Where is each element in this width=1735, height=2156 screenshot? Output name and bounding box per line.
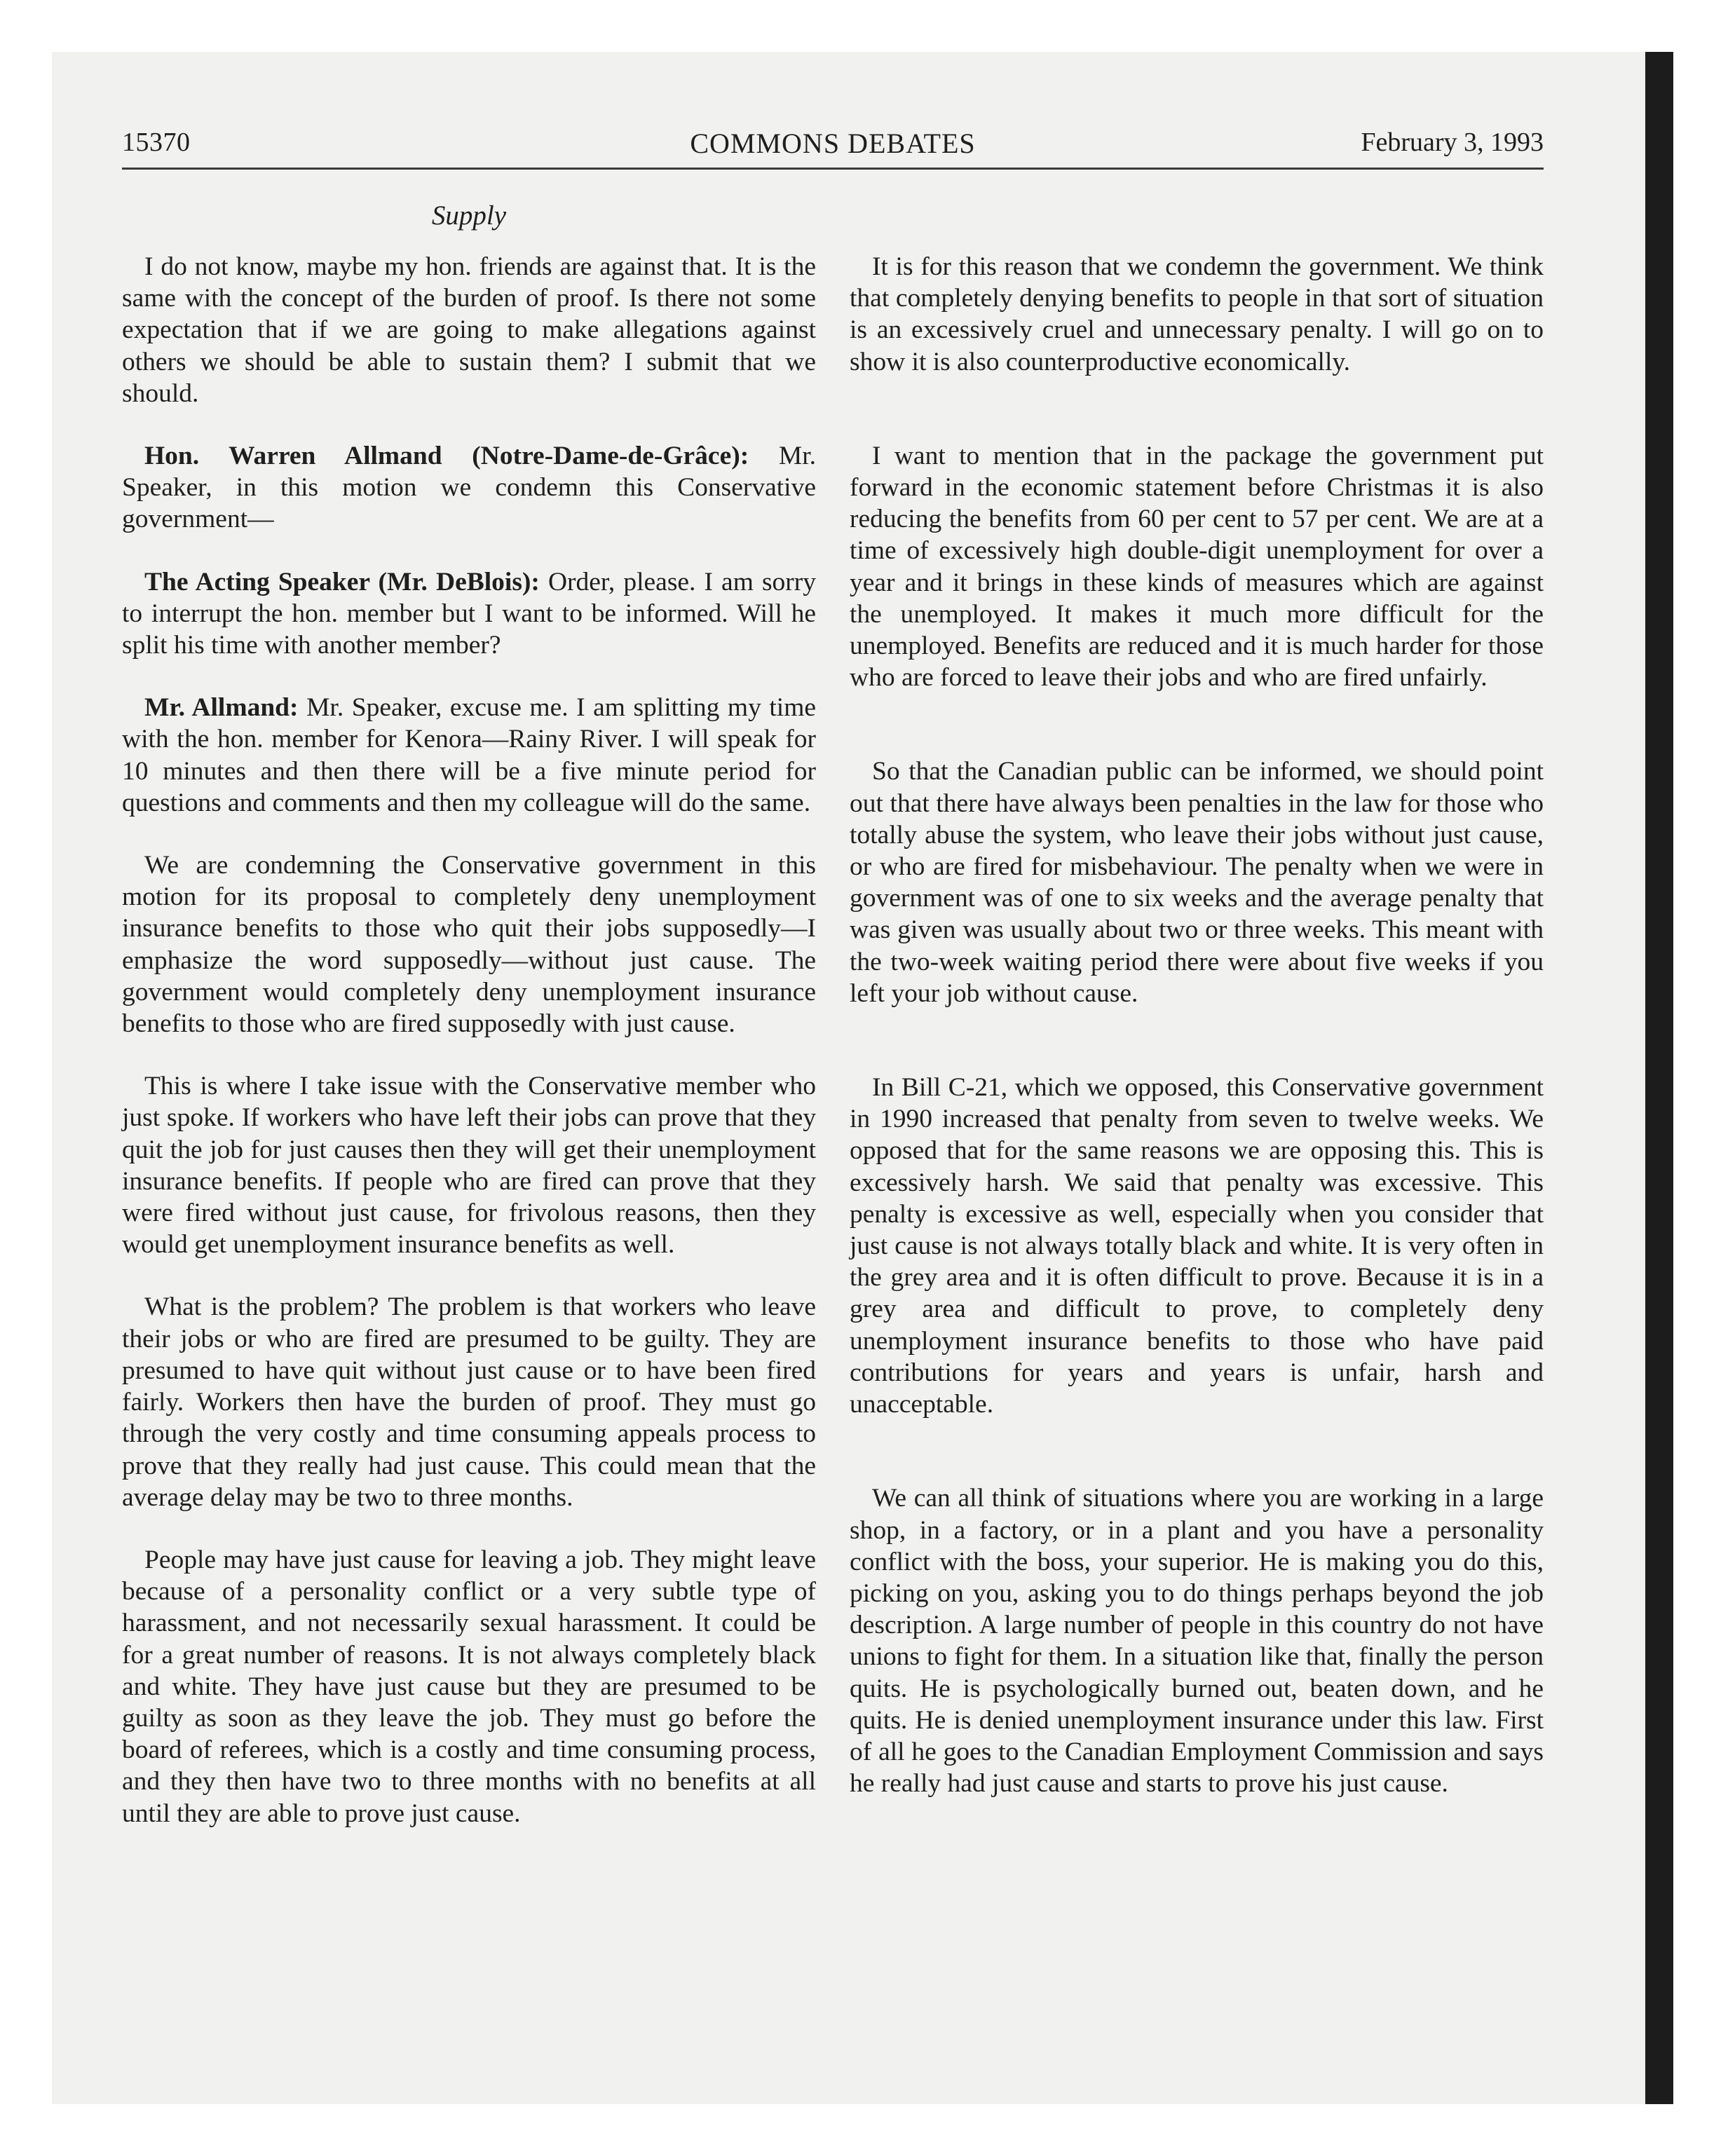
paragraph <box>122 440 816 535</box>
paragraph-text: We are condemning the Conservative government in this motion for its proposal to completely deny unemployment insurance benefits to those who quit their jobs supposedly—I emphasize the word supposedly—without just cause. The government would completely deny unemployment insurance benefits to those who are fired supposedly with just cause. <box>122 851 816 1039</box>
header-rule <box>122 168 1544 170</box>
speaker-name: Hon. Warren Allmand (Notre-Dame-de-Grâce): <box>144 442 749 471</box>
paragraph <box>122 850 816 1039</box>
page-number: 15370 <box>122 128 191 157</box>
paragraph-text: Mr. Speaker, excuse me. I am splitting my time with the hon. member for Kenora—Rainy River. I will speak for 10 minutes and then there will be a five minute period for questions and comments and then my colleague will do the same. <box>122 693 817 817</box>
paragraph <box>122 1070 816 1260</box>
paragraph <box>122 1291 816 1513</box>
paragraph-text: What is the problem? The problem is that workers who leave their jobs or who are fired are presumed to be guilty. They are presumed to have quit without just cause or to have been fired fairly. Workers then have the burden of proof. They must go through the very costly and time consuming appeals process to prove that they really had just cause. This could mean that the average delay may be two to three months. <box>122 1292 816 1512</box>
paragraph-text: Mr. Speaker, in this motion we condemn this Conservative government— <box>122 442 816 534</box>
paragraph: So that the Canadian public can be informed, we should point out that there have always been penalties in the law for those who totally abuse the system, who leave their jobs without just cause, or who are fired for misbehaviour. The penalty when we were in government was of one to six weeks and the average penalty that was given was usually about two or three weeks. This meant with the two-week waiting period there were about five weeks if you left your job without cause. <box>850 757 1544 1008</box>
paragraph: It is for this reason that we condemn the government. We think that completely denying benefits to people in that sort of situation is an excessively cruel and unnecessary penalty. I will go on to show it is also counterproductive economically. <box>850 252 1544 376</box>
running-title: COMMONS DEBATES <box>690 128 976 159</box>
left-column <box>122 251 816 1860</box>
paragraph: We can all think of situations where you are working in a large shop, in a factory, or in a plant and you have a personality conflict with the boss, your superior. He is making you do this, picking on you, asking you to do things perhaps beyond the job description. A large number of people in this country do not have unions to fight for them. In a situation like that, finally the person quits. He is psychologically burned out, beaten down, and he quits. He is denied unemployment insurance under this law. First of all he goes to the Canadian Employment Commission and says he really had just cause and starts to prove his just cause. <box>850 1484 1544 1799</box>
paragraph-text: People may have just cause for leaving a job. They might leave because of a personality conflict or a very subtle type of harassment, and not necessarily sexual harassment. It could be for a great number of reasons. It is not always completely black and white. They have just cause but they are presumed to be guilty as soon as they leave the job. They must go before the board of referees, which is a costly and time consuming process, and they then have two to three months with no benefits at all until they are able to prove just cause. <box>122 1545 816 1828</box>
paragraph <box>122 566 816 662</box>
scan-border <box>1645 52 1673 2104</box>
paragraph: In Bill C-21, which we opposed, this Conservative government in 1990 increased that penalty from seven to twelve weeks. We opposed that for the same reasons we are opposing this. This is excessively harsh. We said that penalty was excessive. This penalty is excessive as well, especially when you consider that just cause is not always totally black and white. It is very often in the grey area and it is often difficult to prove. Because it is in a grey area and difficult to prove, to completely deny unemployment insurance benefits to those who have paid contributions for years and years is unfair, harsh and unacceptable. <box>850 1073 1544 1419</box>
paragraph-text: I do not know, maybe my hon. friends are against that. It is the same with the concept of the burden of proof. Is there not some expectation that if we are going to make allegations against others we should be able to sustain them? I submit that we should. <box>122 252 816 408</box>
page-header <box>122 127 1544 166</box>
header-date: February 3, 1993 <box>1361 128 1544 157</box>
paragraph: I want to mention that in the package the government put forward in the economic statement before Christmas it is also reducing the benefits from 60 per cent to 57 per cent. We are at a time of excessively high double-digit unemployment for over a year and it brings in these kinds of measures which are against the unemployed. It makes it much more difficult for the unemployed. Benefits are reduced and it is much harder for those who are forced to leave their jobs and who are fired unfairly. <box>850 441 1544 692</box>
paragraph-text: Order, please. I am sorry to interrupt the hon. member but I want to be informed. Will he split his time with another member? <box>122 567 817 660</box>
speaker-name: The Acting Speaker (Mr. DeBlois): <box>144 567 540 596</box>
section-title: Supply <box>431 200 507 231</box>
paragraph <box>122 251 816 409</box>
speaker-name: Mr. Allmand: <box>144 693 299 723</box>
right-column <box>850 251 1544 1830</box>
paragraph-text: This is where I take issue with the Conservative member who just spoke. If workers who have left their jobs can prove that they quit the job for just causes then they will get their unemployment insurance benefits. If people who are fired can prove that they were fired without just cause, for frivolous reasons, then they would get unemployment insurance benefits as well. <box>122 1072 816 1260</box>
paragraph <box>122 1544 816 1829</box>
paragraph <box>122 692 816 819</box>
